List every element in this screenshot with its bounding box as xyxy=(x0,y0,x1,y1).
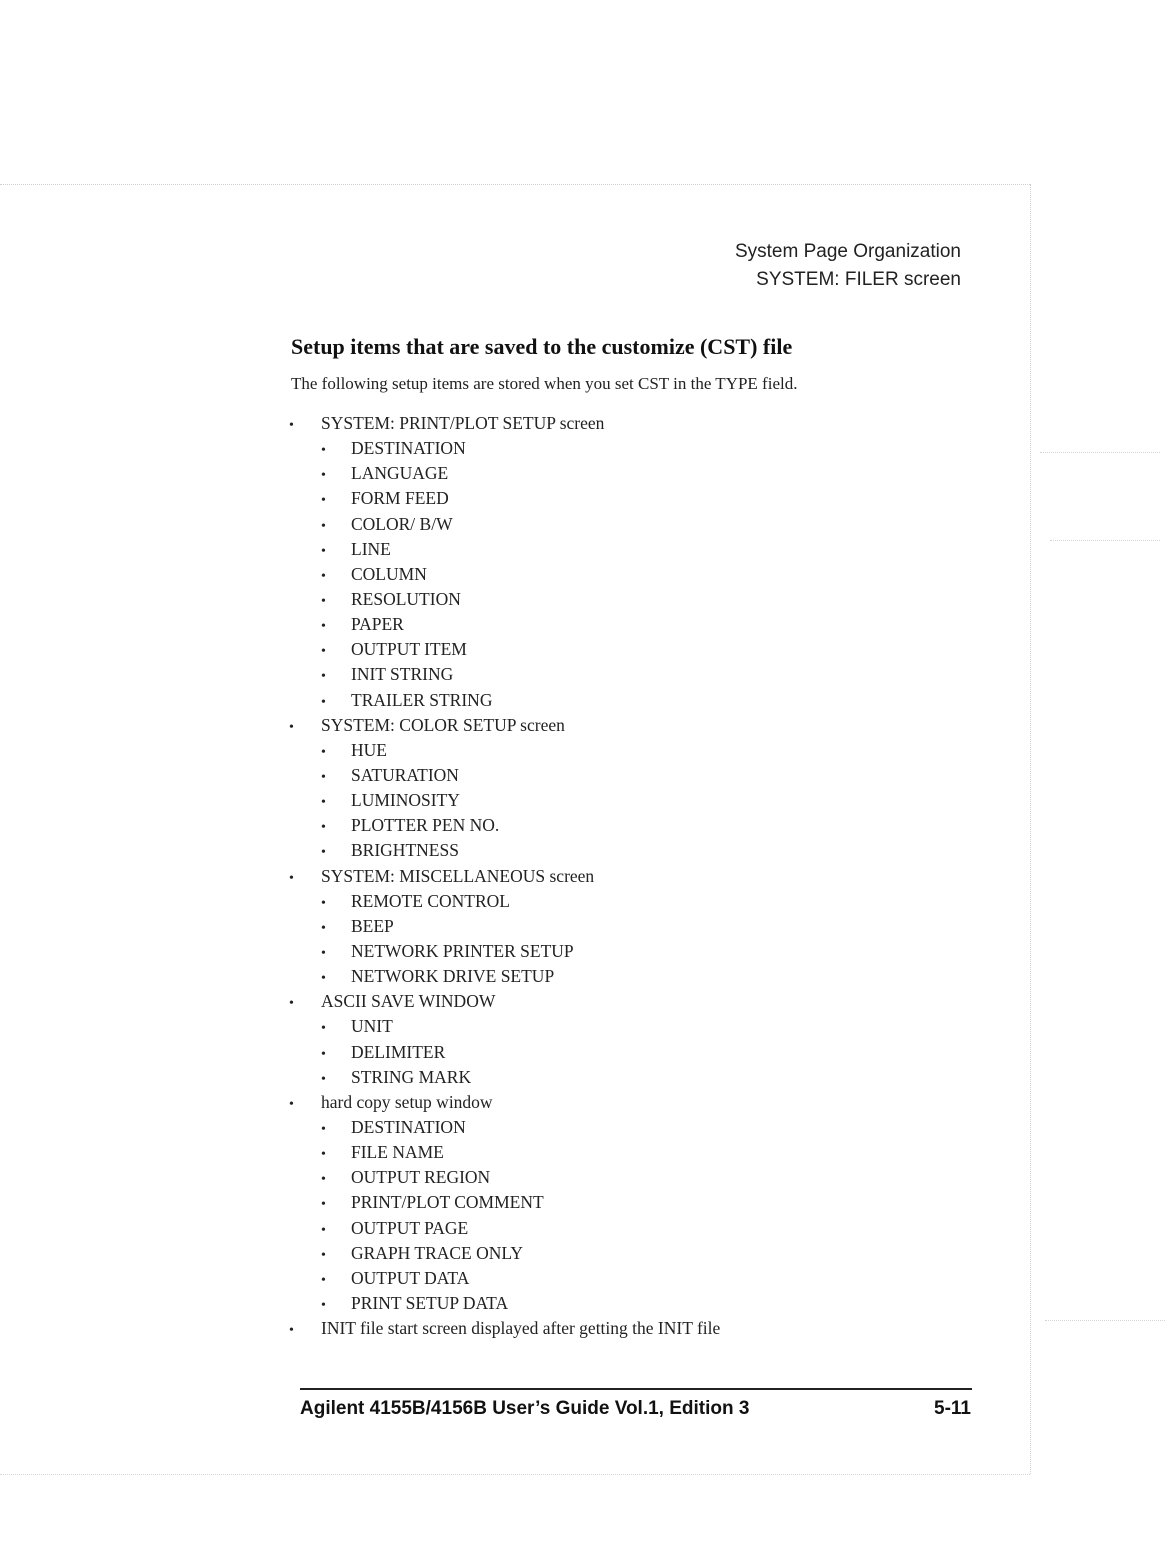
list-item-text: DELIMITER xyxy=(351,1041,446,1062)
sub-list-item xyxy=(289,637,1009,662)
bullet-icon: • xyxy=(321,1121,326,1137)
sub-list-item xyxy=(289,738,1009,763)
bullet-icon: • xyxy=(321,493,326,509)
running-header-section: SYSTEM: FILER screen xyxy=(756,269,961,290)
list-item-text: DESTINATION xyxy=(351,1116,466,1137)
sub-list-item xyxy=(289,1241,1009,1266)
bullet-icon: • xyxy=(321,1071,326,1087)
list-item-text: LINE xyxy=(351,538,391,559)
sub-list-item xyxy=(289,512,1009,537)
list-item-text: COLUMN xyxy=(351,563,427,584)
list-item-text: ASCII SAVE WINDOW xyxy=(321,991,496,1012)
list-item-text: OUTPUT DATA xyxy=(351,1267,470,1288)
list-item-text: RESOLUTION xyxy=(351,588,461,609)
bullet-icon: • xyxy=(321,744,326,760)
sub-list-item xyxy=(289,813,1009,838)
bullet-icon: • xyxy=(321,820,326,836)
list-item-text: BRIGHTNESS xyxy=(351,840,459,861)
list-item-text: BEEP xyxy=(351,915,394,936)
intro-paragraph: The following setup items are stored when you set CST in the TYPE field. xyxy=(291,374,798,393)
bullet-icon: • xyxy=(289,870,294,886)
sub-list-item xyxy=(289,1190,1009,1215)
list-item xyxy=(289,411,1009,436)
sub-list-item xyxy=(289,788,1009,813)
list-item-text: NETWORK PRINTER SETUP xyxy=(351,940,574,961)
list-item-text: SATURATION xyxy=(351,764,459,785)
list-item-text: SYSTEM: PRINT/PLOT SETUP screen xyxy=(321,413,605,433)
scan-mark xyxy=(1040,452,1160,453)
scan-mark xyxy=(1050,540,1160,541)
bullet-icon: • xyxy=(321,945,326,961)
section-title: Setup items that are saved to the customize (CST) file xyxy=(291,334,793,359)
sub-list-item xyxy=(289,562,1009,587)
list-item-text: DESTINATION xyxy=(351,438,466,459)
sub-list-item xyxy=(289,1216,1009,1241)
bullet-icon: • xyxy=(321,795,326,811)
list-item-text: REMOTE CONTROL xyxy=(351,890,510,911)
sub-list-item xyxy=(289,964,1009,989)
list-item-text: SYSTEM: MISCELLANEOUS screen xyxy=(321,865,595,886)
scan-mark xyxy=(1045,1320,1165,1321)
list-item-text: PLOTTER PEN NO. xyxy=(351,815,500,836)
bullet-icon: • xyxy=(321,593,326,609)
sub-list-item xyxy=(289,1065,1009,1090)
list-item-text: FORM FEED xyxy=(351,488,449,509)
list-item-text: TRAILER STRING xyxy=(351,689,493,710)
bullet-icon: • xyxy=(321,971,326,987)
bullet-icon: • xyxy=(321,468,326,484)
sub-list-item xyxy=(289,838,1009,863)
sub-list-item xyxy=(289,763,1009,788)
list-item-text: OUTPUT PAGE xyxy=(351,1217,469,1238)
bullet-icon: • xyxy=(321,694,326,710)
sub-list-item xyxy=(289,537,1009,562)
sub-list-item xyxy=(289,486,1009,511)
list-item-text: PRINT/PLOT COMMENT xyxy=(351,1192,544,1213)
scan-border-bottom xyxy=(0,1474,1030,1475)
bullet-icon: • xyxy=(321,920,326,936)
bullet-icon: • xyxy=(321,769,326,785)
list-item-text: hard copy setup window xyxy=(321,1091,493,1112)
bullet-icon: • xyxy=(321,543,326,559)
sub-list-item xyxy=(289,587,1009,612)
sub-list-item xyxy=(289,889,1009,914)
list-item-text: NETWORK DRIVE SETUP xyxy=(351,966,555,987)
sub-list-item xyxy=(289,1291,1009,1316)
list-item-text: PAPER xyxy=(351,614,404,635)
list-item-text: GRAPH TRACE ONLY xyxy=(351,1242,523,1263)
sub-list-item xyxy=(289,612,1009,637)
bullet-icon: • xyxy=(321,1272,326,1288)
sub-list-item xyxy=(289,688,1009,713)
bullet-icon: • xyxy=(321,619,326,635)
setup-items-list xyxy=(289,411,1009,1341)
list-item-text: LUMINOSITY xyxy=(351,790,460,811)
sub-list-item xyxy=(289,1040,1009,1065)
list-item-text: INIT file start screen displayed after getting the INIT file xyxy=(321,1318,721,1339)
sub-list-item xyxy=(289,1140,1009,1165)
bullet-icon: • xyxy=(321,568,326,584)
running-header-chapter: System Page Organization xyxy=(734,241,961,262)
list-item-text: OUTPUT ITEM xyxy=(351,639,467,660)
bullet-icon: • xyxy=(321,1222,326,1238)
page-number: 5-11 xyxy=(934,1398,971,1419)
list-item-text: STRING MARK xyxy=(351,1066,472,1087)
bullet-icon: • xyxy=(321,1147,326,1163)
sub-list-item xyxy=(289,1014,1009,1039)
list-item-text: HUE xyxy=(351,739,387,760)
sub-list-item xyxy=(289,1115,1009,1140)
bullet-icon: • xyxy=(321,1247,326,1263)
list-item-text: PRINT SETUP DATA xyxy=(351,1292,509,1313)
bullet-icon: • xyxy=(321,1297,326,1313)
sub-list-item xyxy=(289,662,1009,687)
bullet-icon: • xyxy=(321,644,326,660)
bullet-icon: • xyxy=(321,1172,326,1188)
bullet-icon: • xyxy=(289,1323,294,1339)
bullet-icon: • xyxy=(289,719,294,735)
bullet-icon: • xyxy=(321,845,326,861)
running-header xyxy=(735,238,961,294)
bullet-icon: • xyxy=(321,1046,326,1062)
sub-list-item xyxy=(289,436,1009,461)
list-item-text: SYSTEM: COLOR SETUP screen xyxy=(321,714,565,735)
bullet-icon: • xyxy=(289,1096,294,1112)
list-item xyxy=(289,1316,1009,1341)
scan-border-top xyxy=(0,184,1030,185)
list-item-text: INIT STRING xyxy=(351,664,454,685)
list-item xyxy=(289,989,1009,1014)
sub-list-item xyxy=(289,1266,1009,1291)
list-item-text: LANGUAGE xyxy=(351,463,449,484)
bullet-icon: • xyxy=(321,895,326,911)
bullet-icon: • xyxy=(321,518,326,534)
list-item-text: UNIT xyxy=(351,1016,393,1037)
sub-list-item xyxy=(289,939,1009,964)
list-item xyxy=(289,864,1009,889)
footer-title: Agilent 4155B/4156B User’s Guide Vol.1, Edition 3 xyxy=(300,1398,750,1419)
bullet-icon: • xyxy=(321,1197,326,1213)
sub-list-item xyxy=(289,461,1009,486)
bullet-icon: • xyxy=(321,669,326,685)
bullet-icon: • xyxy=(289,418,294,433)
list-item-text: FILE NAME xyxy=(351,1142,444,1163)
list-item-text: COLOR/ B/W xyxy=(351,513,453,534)
list-item xyxy=(289,713,1009,738)
list-item xyxy=(289,1090,1009,1115)
sub-list-item xyxy=(289,914,1009,939)
bullet-icon: • xyxy=(289,996,294,1012)
bullet-icon: • xyxy=(321,1021,326,1037)
sub-list-item xyxy=(289,1165,1009,1190)
footer-rule xyxy=(300,1388,972,1390)
list-item-text: OUTPUT REGION xyxy=(351,1167,491,1188)
scan-border-right xyxy=(1030,184,1031,1474)
bullet-icon: • xyxy=(321,443,326,459)
